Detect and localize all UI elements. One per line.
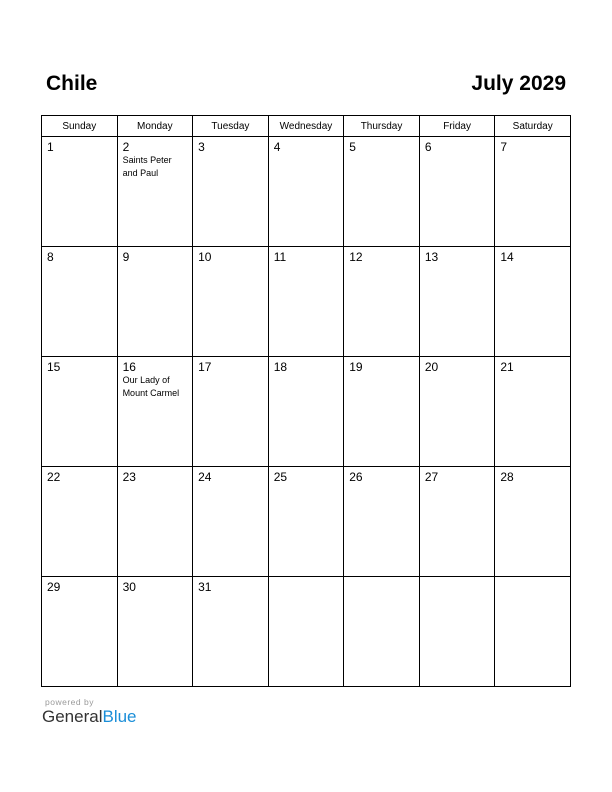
day-number: 11 <box>273 250 287 264</box>
day-number: 1 <box>47 140 54 154</box>
day-cell <box>268 137 344 247</box>
week-row <box>42 467 571 577</box>
brand-text-general: General <box>42 707 103 726</box>
day-number: 23 <box>122 470 136 484</box>
day-cell <box>495 577 571 687</box>
day-number: 26 <box>349 470 363 484</box>
brand-text-blue: Blue <box>102 707 137 726</box>
day-cell <box>268 247 344 357</box>
day-cell <box>344 247 420 357</box>
day-number: 14 <box>500 250 514 264</box>
day-cell <box>42 467 118 577</box>
day-number: 8 <box>47 250 54 264</box>
day-number: 12 <box>349 250 363 264</box>
day-number: 24 <box>198 470 212 484</box>
weekday-monday: Monday <box>117 116 193 137</box>
week-row <box>42 247 571 357</box>
day-cell <box>117 247 193 357</box>
weekday-wednesday: Wednesday <box>268 116 344 137</box>
day-number: 30 <box>122 580 136 594</box>
day-number: 27 <box>424 470 439 484</box>
day-cell <box>42 357 118 467</box>
day-number: 19 <box>349 360 363 374</box>
day-number: 25 <box>273 470 288 484</box>
day-number: 18 <box>273 360 288 374</box>
day-number: 7 <box>500 140 508 154</box>
holiday-label: Saints Peter and Paul <box>122 155 172 178</box>
day-number: 28 <box>500 470 514 484</box>
day-cell <box>344 467 420 577</box>
day-cell <box>495 467 571 577</box>
day-number: 21 <box>500 360 514 374</box>
day-cell <box>193 577 269 687</box>
day-number: 6 <box>424 140 432 154</box>
day-cell <box>344 577 420 687</box>
day-number: 3 <box>198 140 205 154</box>
day-cell <box>419 467 495 577</box>
week-row <box>42 137 571 247</box>
calendar-header <box>46 72 566 98</box>
day-number: 22 <box>47 470 61 484</box>
day-cell <box>495 137 571 247</box>
weekday-tuesday: Tuesday <box>193 116 269 137</box>
day-cell <box>419 577 495 687</box>
day-cell <box>344 357 420 467</box>
month-title: July 2029 <box>471 72 566 95</box>
day-number: 31 <box>198 580 212 594</box>
day-cell <box>268 577 344 687</box>
weekday-sunday: Sunday <box>42 116 118 137</box>
weekday-header-row <box>42 116 571 137</box>
generalblue-logo[interactable] <box>42 707 137 727</box>
day-cell <box>42 137 118 247</box>
day-cell <box>42 577 118 687</box>
day-cell <box>495 357 571 467</box>
day-cell <box>193 137 269 247</box>
weekday-saturday: Saturday <box>495 116 571 137</box>
day-number: 13 <box>424 250 439 264</box>
day-number: 10 <box>198 250 212 264</box>
day-cell <box>193 247 269 357</box>
day-cell <box>117 357 193 467</box>
weekday-thursday: Thursday <box>344 116 420 137</box>
day-number: 16 <box>122 360 136 374</box>
day-number: 5 <box>349 140 356 154</box>
day-cell <box>419 357 495 467</box>
day-number: 2 <box>122 140 130 154</box>
day-number: 17 <box>198 360 212 374</box>
calendar-grid <box>41 115 571 687</box>
week-row <box>42 357 571 467</box>
day-cell <box>193 357 269 467</box>
day-number: 9 <box>122 250 130 264</box>
day-number: 4 <box>273 140 281 154</box>
day-cell <box>268 357 344 467</box>
day-cell <box>495 247 571 357</box>
day-cell <box>193 467 269 577</box>
day-cell <box>42 247 118 357</box>
day-cell <box>117 577 193 687</box>
holiday-label: Our Lady of Mount Carmel <box>122 375 180 398</box>
country-title: Chile <box>46 72 98 95</box>
day-number: 15 <box>47 360 61 374</box>
day-number: 29 <box>47 580 61 594</box>
day-cell <box>344 137 420 247</box>
day-cell <box>268 467 344 577</box>
day-cell <box>419 137 495 247</box>
day-cell <box>117 467 193 577</box>
week-row <box>42 577 571 687</box>
day-cell <box>117 137 193 247</box>
day-cell <box>419 247 495 357</box>
weekday-friday: Friday <box>419 116 495 137</box>
powered-by-label: powered by <box>45 697 94 707</box>
day-number: 20 <box>424 360 439 374</box>
